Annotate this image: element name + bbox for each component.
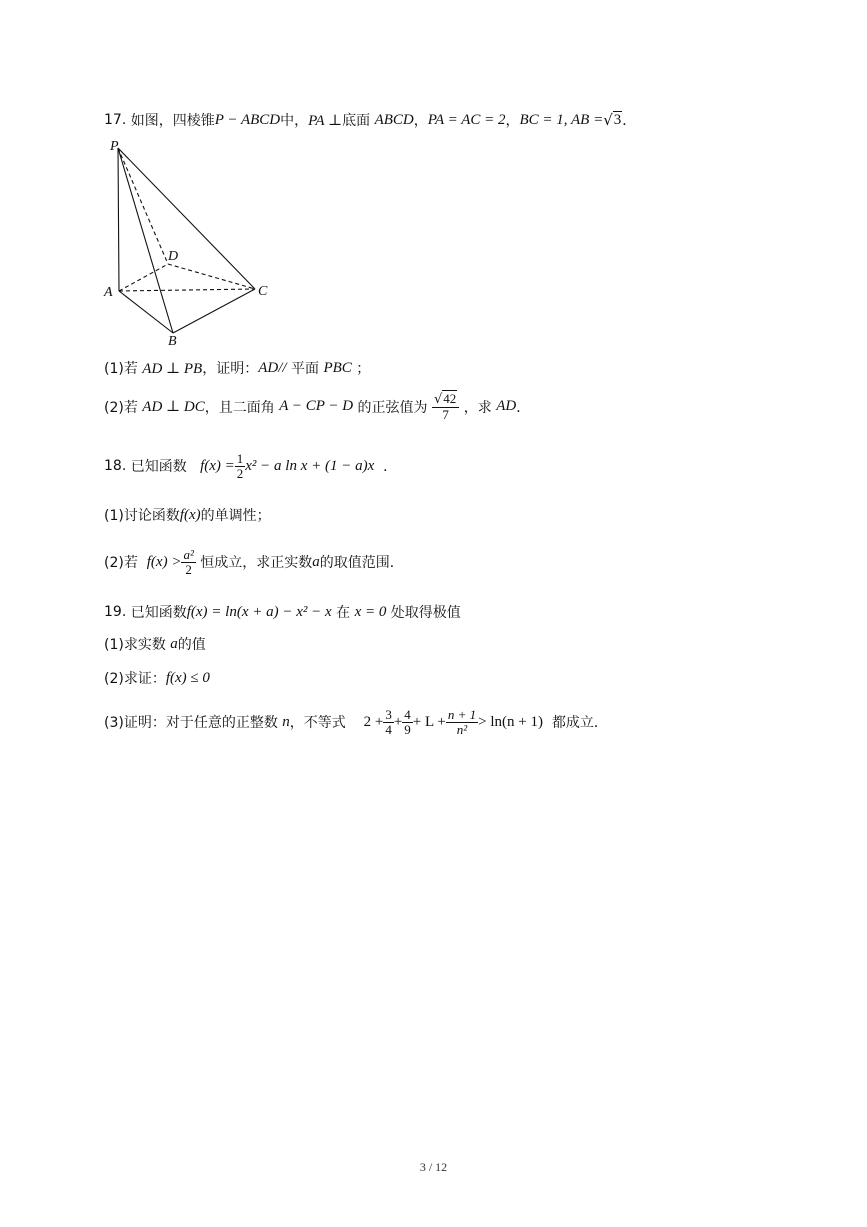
- page-number: 3 / 12: [419, 1160, 448, 1174]
- edge-BC: [173, 289, 255, 333]
- sqrt-sign: √: [603, 111, 613, 129]
- a-squared-half-fraction: $\frac{\text{a²}}{2}$: [183, 547, 194, 577]
- label-A: A: [104, 285, 113, 300]
- half-fraction: $\frac{1}{2}$: [236, 451, 244, 481]
- q17-part1: (1)若 AD ⊥ PB ，证明： AD// 平面 PBC ；: [104, 359, 371, 377]
- q19-part2: (2)求证： f(x) ≤ 0: [104, 669, 210, 687]
- edge-PD: [118, 148, 168, 264]
- frac-4-9: $\frac{4}{9}$: [404, 707, 411, 737]
- q17-number: 17.: [104, 112, 127, 128]
- q17-part2: (2)若 AD ⊥ DC ，且二面角 A − CP − D 的正弦值为 $\frac{√42}{7}$ ，求 AD ．: [104, 391, 531, 422]
- pyramid-figure: [100, 138, 280, 348]
- edge-PA: [118, 148, 119, 291]
- label-D: D: [168, 249, 179, 264]
- edge-AC: [119, 289, 255, 291]
- q19-part1: (1)求实数 a 的值: [104, 635, 206, 653]
- frac-n1-n2: $\frac{n + 1}{\text{n²}}$: [447, 707, 477, 737]
- label-P: P: [110, 139, 119, 154]
- q18-part1: (1)讨论函数 f(x) 的单调性；: [104, 506, 271, 524]
- sine-value-fraction: $\frac{√42}{7}$: [432, 392, 459, 421]
- q19-stem: 19. 已知函数 f(x) = ln(x + a) − x² − x 在 x = 0 处取得极值: [104, 603, 461, 621]
- q17-stem: 17. 如图，四棱锥 P − ABCD 中， PA ⊥ 底面 ABCD ， PA = AC = 2 ， BC = 1, AB = √ 3 ．: [104, 111, 637, 129]
- q18-part2: (2)若 f(x) > $\frac{\text{a²}}{2}$ 恒成立，求正实数 a 的取值范围．: [104, 547, 404, 577]
- frac-3-4: $\frac{3}{4}$: [385, 707, 392, 737]
- edge-AB: [119, 291, 173, 333]
- q19-part3: (3)证明：对于任意的正整数 n ，不等式 2 + $\frac{3}{4}$ + $\frac{4}{9}$ + L + $\frac{n + 1}{\text{n²}}$ > ln(n + 1) 都成立．: [104, 707, 608, 737]
- edge-DC: [168, 264, 255, 289]
- q18-number: 18.: [104, 458, 127, 475]
- q18-stem: 18. 已知函数 f(x) = $\frac{1}{2}$ x² − a ln x + (1 − a)x ．: [104, 451, 398, 481]
- label-B: B: [168, 334, 177, 348]
- edge-AD: [119, 264, 168, 291]
- q19-number: 19.: [104, 604, 127, 620]
- label-C: C: [258, 284, 268, 299]
